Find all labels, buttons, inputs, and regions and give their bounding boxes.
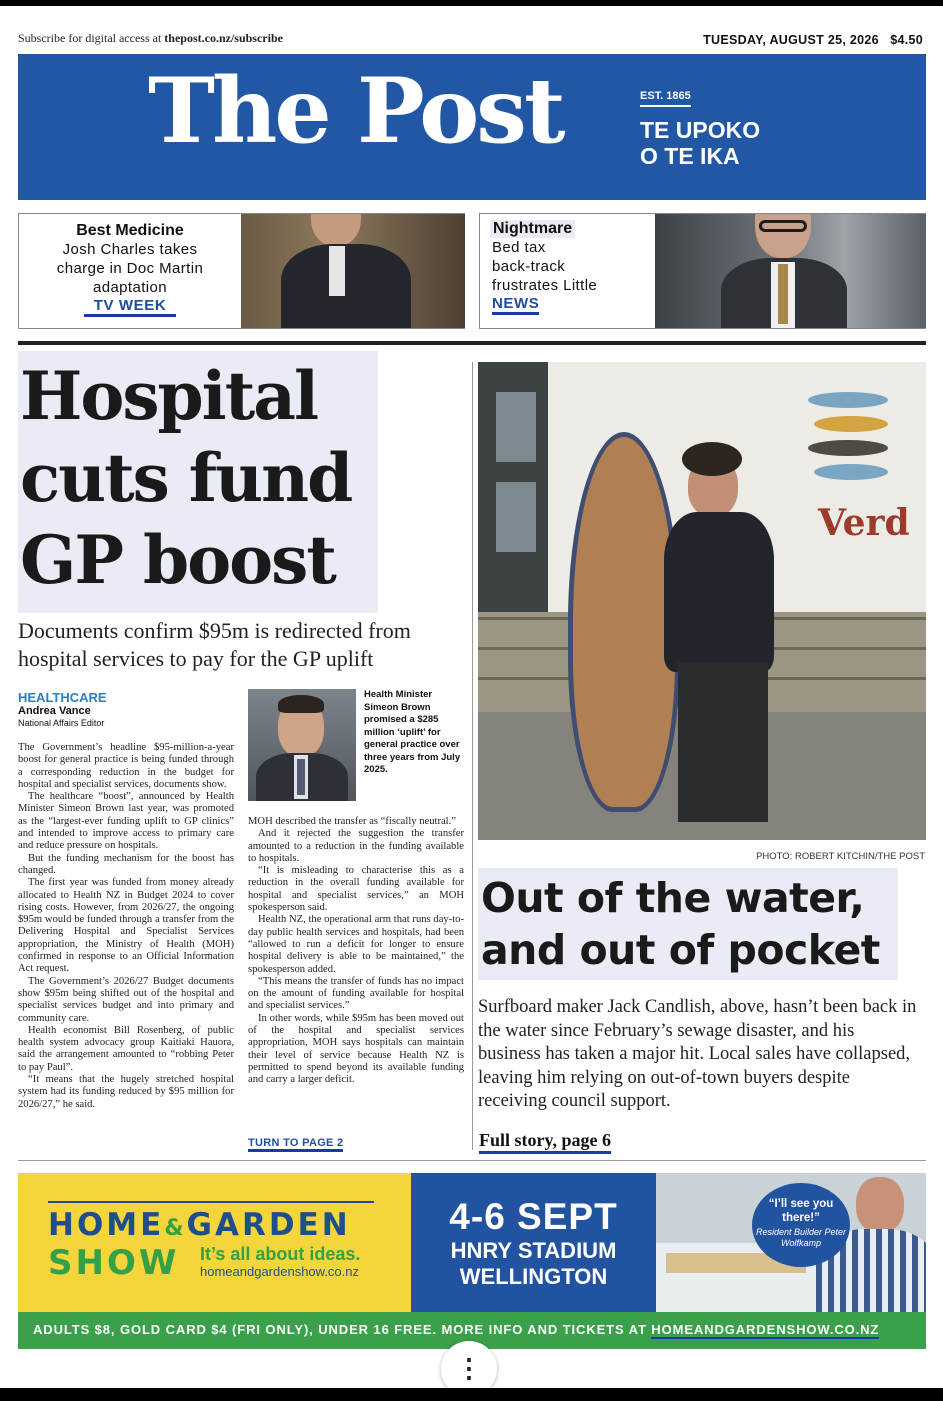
teaser-section-link[interactable]: TV WEEK <box>84 297 177 317</box>
paragraph: “It is misleading to characterise this as a reduction in the overall funding available for hospital and specialist services,” an MOH spokesperson said. <box>248 865 464 914</box>
advert-prices: ADULTS $8, GOLD CARD $4 (FRI ONLY), UNDER 16 FREE. MORE INFO AND TICKETS AT <box>33 1322 652 1337</box>
advert-quote-attribution: Resident Builder Peter Wolfkamp <box>755 1227 847 1248</box>
advert-dates: 4-6 SEPT <box>449 1196 618 1237</box>
paragraph: Health economist Bill Rosenberg, of public health system advocacy group Kaitiaki Hauora, said the arrangement amounted to “robbing Peter to pay Paul”. <box>18 1024 234 1073</box>
teaser-tv-week[interactable] <box>18 213 465 329</box>
teaser-line: back-track <box>492 258 566 275</box>
paragraph: But the funding mechanism for the boost has changed. <box>18 852 234 876</box>
feature-headline-line: and out of pocket <box>481 926 880 974</box>
teaser-line: adaptation <box>92 279 168 296</box>
teaser-line: Bed tax <box>492 239 546 256</box>
feature-headline[interactable] <box>481 872 880 976</box>
teaser-line: frustrates Little <box>492 277 598 294</box>
menu-glyph: ⋮ <box>456 1353 482 1383</box>
paragraph: MOH described the transfer as “fiscally neutral.” <box>248 816 456 827</box>
paragraph: “It means that the hugely stretched hospital system had its funding reduced by $95 million for 2026/27,” he said. <box>18 1074 234 1110</box>
section-divider <box>18 341 926 345</box>
advert-garden: GARDEN <box>186 1207 351 1243</box>
issue-date: TUESDAY, AUGUST 25, 2026 <box>703 33 879 47</box>
dateline <box>703 33 923 47</box>
paragraph: “This means the transfer of funds has no impact on the amount of funding available for hospital and specialist services.” <box>248 975 464 1012</box>
masthead-maori-name <box>640 117 760 169</box>
paragraph: The Government’s headline $95-million-a-year boost for general practice is being funded through a corresponding reduction in the budget for hospital and specialist services, documents show. <box>18 742 234 790</box>
issue-price: $4.50 <box>890 33 923 47</box>
teaser-heading: Nightmare <box>490 220 575 238</box>
feature-headline-line: Out of the water, <box>481 874 865 922</box>
section-label: HEALTHCARE <box>18 690 107 705</box>
advert-ticket-text <box>33 1322 879 1337</box>
minister-photo <box>248 689 356 801</box>
minister-photo-caption: Health Minister Simeon Brown promised a $285 million ‘uplift’ for general practice over three years from July 2025. <box>364 689 461 775</box>
photo-credit: PHOTO: ROBERT KITCHIN/THE POST <box>756 851 925 862</box>
full-story-link[interactable]: Full story, page 6 <box>479 1130 611 1154</box>
wall-sign-text: Verd <box>818 502 910 544</box>
lead-headline-line: cuts fund <box>20 439 352 517</box>
subscribe-link[interactable]: thepost.co.nz/subscribe <box>164 31 283 45</box>
teaser-photo-actor <box>241 214 465 328</box>
paragraph: The first year was funded from money already allocated to Health NZ in Budget 2024 to cover rising costs. However, from 2026/27, the ongoing $95m would be funded through a transfer from the Delivering Hospital and Specialist Services appropriation, the Ministry of Health (MOH) confirmed in response to an Official Information Act request. <box>18 877 234 975</box>
top-system-bar <box>0 0 943 6</box>
paragraph: The Government’s 2026/27 Budget documents show $95m being shifted out of the hospital and specialist services budget and into primary and community care. <box>18 975 234 1024</box>
lead-body-column-2 <box>248 816 464 1134</box>
lead-headline-line: Hospital <box>20 357 318 435</box>
paragraph: Health NZ, the operational arm that runs day-to-day public health services and hospitals, had been “allowed to run a deficit for longer to ensure hospital delivery is able to be maintained,” the spokesperson added. <box>248 914 464 975</box>
teaser-section-link[interactable]: NEWS <box>492 295 539 315</box>
advert-quote-bubble <box>752 1183 850 1267</box>
lead-standfirst: Documents confirm $95m is redirected from hospital services to pay for the GP uplift <box>18 618 411 671</box>
advert-ticket-link[interactable]: HOMEANDGARDENSHOW.CO.NZ <box>651 1322 880 1337</box>
advert-title <box>48 1207 351 1247</box>
subscribe-line <box>18 31 283 46</box>
teaser-photo-mayor <box>655 214 926 328</box>
advert-venue: HNRY STADIUM <box>450 1238 617 1263</box>
teaser-line: charge in Doc Martin <box>56 260 204 277</box>
advert-ampersand: & <box>164 1216 187 1241</box>
teaser-heading: Best Medicine <box>76 222 184 239</box>
advert-event-details <box>411 1196 656 1290</box>
byline-role: National Affairs Editor <box>18 718 105 728</box>
masthead-title: The Post <box>148 58 563 164</box>
surfboard-photo <box>478 362 926 840</box>
paragraph: The healthcare “boost”, announced by Health Minister Simeon Brown last year, was promoted as the “largest-ever funding uplift to GP clinics” and intended to improve access to primary care and reduce pressure on hospitals. <box>18 791 234 852</box>
paragraph: In other words, while $95m has been moved out of the hospital and specialist services appropriation, MOH says hospitals can maintain their level of service because Health NZ is permitted to spend beyond its available funding and carry a larger deficit. <box>248 1012 464 1086</box>
advert-rule <box>48 1201 374 1203</box>
teaser-line: Josh Charles takes <box>62 241 198 258</box>
advert-tagline: It’s all about ideas. <box>200 1244 361 1264</box>
subscribe-prefix: Subscribe for digital access at <box>18 31 165 45</box>
lead-body-column-1 <box>18 742 234 1152</box>
teaser-news[interactable] <box>479 213 926 329</box>
advert-show: SHOW <box>48 1243 180 1283</box>
masthead-established: EST. 1865 <box>640 90 691 107</box>
advert-divider <box>18 1160 926 1161</box>
lead-headline-line: GP boost <box>20 521 335 599</box>
advert-quote: “I’ll see you there!” <box>768 1198 834 1224</box>
column-rule <box>472 362 473 1150</box>
maori-line-1: TE UPOKO <box>640 117 761 143</box>
bottom-system-bar <box>0 1388 943 1401</box>
paragraph: And it rejected the suggestion the transfer amounted to a reduction in the funding available to hospitals. <box>248 828 464 864</box>
advert-city: WELLINGTON <box>459 1264 608 1289</box>
advert-url[interactable]: homeandgardenshow.co.nz <box>200 1264 360 1279</box>
lead-headline[interactable] <box>20 355 351 601</box>
turn-to-page-link[interactable]: TURN TO PAGE 2 <box>248 1137 343 1152</box>
byline-author: Andrea Vance <box>18 705 91 717</box>
feature-summary: Surfboard maker Jack Candlish, above, hasn’t been back in the water since February’s sewage disaster, and his business has taken a major hit. Local sales have collapsed, leaving him relying on out-of-town buyers despite receiving council support. <box>478 997 917 1111</box>
maori-line-2: O TE IKA <box>640 143 740 169</box>
advert-home: HOME <box>48 1207 165 1243</box>
